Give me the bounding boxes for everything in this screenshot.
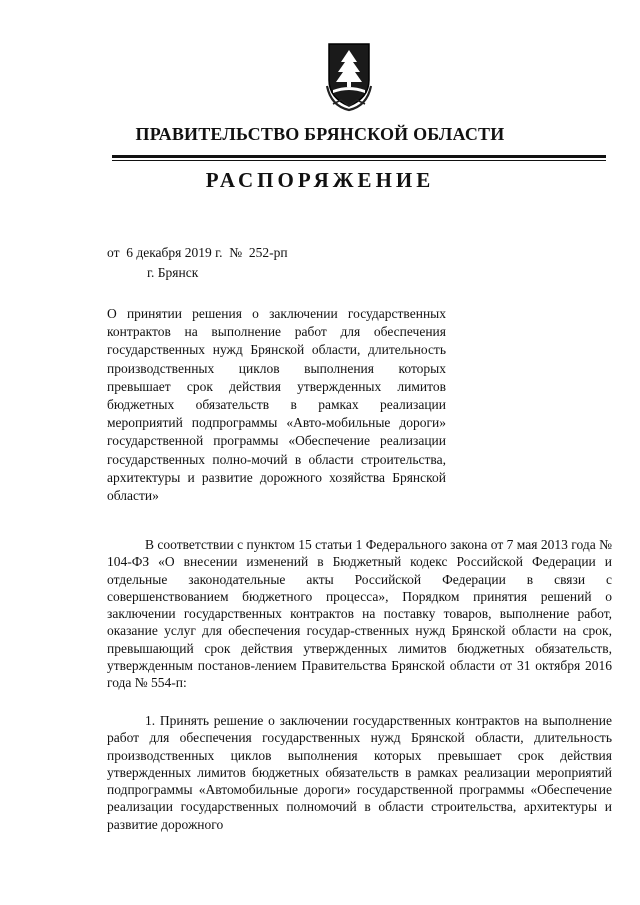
- body-paragraph-item-1: 1. Принять решение о заключении государственных контрактов на выполнение работ для обеспечения государственных нужд Брянской области, длительность производственных циклов выполнения которых превышает срок действия утвержденных лимитов бюджетных обязательств в рамках реализации мероприятий подпрограммы «Автомобильные дороги» государственной программы «Обеспечение реализации государственных полномочий в области строительства, архитектуры и развитие дорожного: [107, 713, 612, 832]
- document-city: г. Брянск: [147, 265, 199, 280]
- bryansk-coat-of-arms-icon: [321, 40, 377, 112]
- document-subject: О принятии решения о заключении государственных контрактов на выполнение работ для обеспечения государственных нужд Брянской области, длительность производственных циклов выполнения которых превышает срок действия утвержденных лимитов бюджетных обязательств в рамках реализации мероприятий подпрограммы «Авто-мобильные дороги» государственной программы «Обеспечение реализации государственных полно-мочий в области строительства, архитектуры и развитие дорожного хозяйства Брянской области»: [107, 306, 446, 504]
- document-date-number: от 6 декабря 2019 г. № 252-рп: [107, 245, 288, 260]
- document-type-title: РАСПОРЯЖЕНИЕ: [205, 168, 435, 192]
- government-name: ПРАВИТЕЛЬСТВО БРЯНСКОЙ ОБЛАСТИ: [135, 124, 505, 144]
- body-paragraph-preamble: В соответствии с пунктом 15 статьи 1 Федерального закона от 7 мая 2013 года № 104-ФЗ «О внесении изменений в Бюджетный кодекс Российской Федерации и отдельные законодательные акты Российской Федерации в связи с совершенствованием бюджетного процесса», Порядком принятия решений о заключении государственных контрактов на поставку товаров, выполнение работ, оказание услуг для обеспечения государ-ственных нужд Брянской области на срок, превышающий срок действия утвержденных лимитов бюджетных обязательств, утвержденным постанов-лением Правительства Брянской области от 31 октября 2016 года № 554-п:: [107, 537, 612, 691]
- header-divider-thick: [112, 155, 606, 158]
- header-divider-thin: [112, 160, 606, 161]
